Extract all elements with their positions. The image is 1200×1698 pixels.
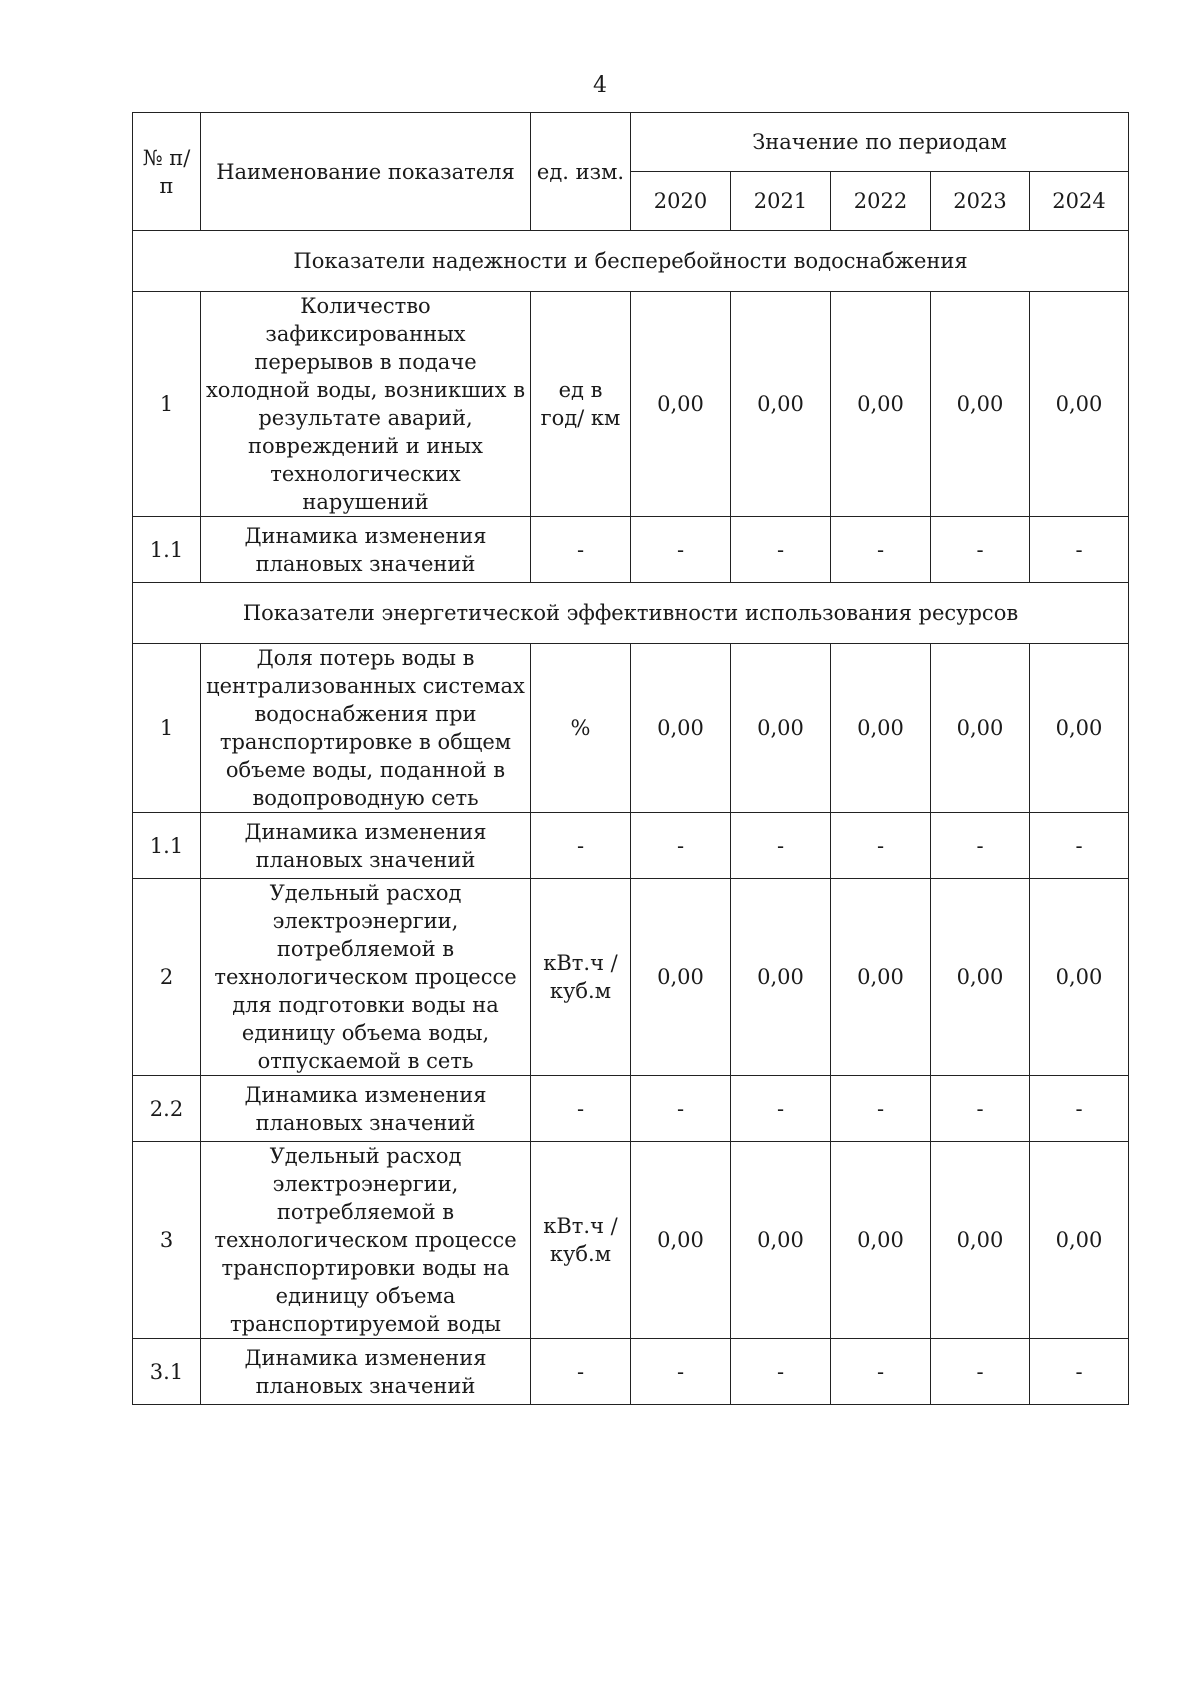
table-row: [133, 1076, 1129, 1142]
row-num: 1: [133, 644, 201, 813]
row-unit: %: [531, 644, 631, 813]
row-value: 0,00: [831, 292, 931, 517]
row-value: -: [831, 517, 931, 583]
row-value: -: [731, 517, 831, 583]
header-num: № п/п: [133, 113, 201, 231]
table-row: [133, 1339, 1129, 1405]
row-value: -: [731, 1076, 831, 1142]
row-unit: кВт.ч / куб.м: [531, 1142, 631, 1339]
row-value: 0,00: [1030, 879, 1129, 1076]
row-value: 0,00: [931, 644, 1030, 813]
table-row: [133, 292, 1129, 517]
row-value: -: [931, 1076, 1030, 1142]
row-value: -: [931, 1339, 1030, 1405]
row-unit: кВт.ч / куб.м: [531, 879, 631, 1076]
row-value: -: [831, 1076, 931, 1142]
header-unit: ед. изм.: [531, 113, 631, 231]
row-name: Удельный расход электроэнергии, потребляемой в технологическом процессе транспортировки воды на единицу объема транспортируемой воды: [201, 1142, 531, 1339]
row-unit: -: [531, 1339, 631, 1405]
table-row: [133, 1142, 1129, 1339]
row-value: 0,00: [631, 1142, 731, 1339]
header-name: Наименование показателя: [201, 113, 531, 231]
row-value: 0,00: [1030, 644, 1129, 813]
row-value: -: [631, 1339, 731, 1405]
row-num: 1.1: [133, 517, 201, 583]
row-name: Удельный расход электроэнергии, потребляемой в технологическом процессе для подготовки воды на единицу объема воды, отпускаемой в сеть: [201, 879, 531, 1076]
row-unit: -: [531, 517, 631, 583]
row-num: 2: [133, 879, 201, 1076]
row-name: Динамика изменения плановых значений: [201, 517, 531, 583]
row-value: 0,00: [631, 644, 731, 813]
header-year: 2021: [731, 172, 831, 231]
row-value: 0,00: [931, 879, 1030, 1076]
header-year: 2022: [831, 172, 931, 231]
row-num: 1: [133, 292, 201, 517]
row-unit: ед в год/ км: [531, 292, 631, 517]
row-value: -: [631, 813, 731, 879]
row-value: 0,00: [631, 879, 731, 1076]
row-value: 0,00: [731, 644, 831, 813]
indicators-table: [132, 112, 1129, 1405]
section-row: [133, 231, 1129, 292]
row-value: -: [831, 1339, 931, 1405]
row-value: -: [831, 813, 931, 879]
row-name: Количество зафиксированных перерывов в подаче холодной воды, возникших в результате аварий, повреждений и иных технологических нарушений: [201, 292, 531, 517]
row-num: 1.1: [133, 813, 201, 879]
row-value: 0,00: [931, 1142, 1030, 1339]
row-name: Динамика изменения плановых значений: [201, 1339, 531, 1405]
header-year: 2020: [631, 172, 731, 231]
row-num: 3.1: [133, 1339, 201, 1405]
row-value: 0,00: [831, 1142, 931, 1339]
row-unit: -: [531, 1076, 631, 1142]
row-name: Динамика изменения плановых значений: [201, 813, 531, 879]
row-value: -: [1030, 517, 1129, 583]
row-value: -: [1030, 813, 1129, 879]
row-value: 0,00: [831, 644, 931, 813]
row-unit: -: [531, 813, 631, 879]
row-value: 0,00: [931, 292, 1030, 517]
row-value: -: [931, 517, 1030, 583]
section-row: [133, 583, 1129, 644]
row-value: 0,00: [731, 1142, 831, 1339]
table-row: [133, 813, 1129, 879]
header-periods: Значение по периодам: [631, 113, 1129, 172]
table-row: [133, 644, 1129, 813]
section-title: Показатели энергетической эффективности использования ресурсов: [133, 583, 1129, 644]
row-name: Доля потерь воды в централизованных системах водоснабжения при транспортировке в общем объеме воды, поданной в водопроводную сеть: [201, 644, 531, 813]
row-value: -: [931, 813, 1030, 879]
section-title: Показатели надежности и бесперебойности водоснабжения: [133, 231, 1129, 292]
row-value: 0,00: [731, 292, 831, 517]
row-value: 0,00: [1030, 292, 1129, 517]
row-value: 0,00: [631, 292, 731, 517]
row-value: -: [731, 813, 831, 879]
row-value: -: [1030, 1076, 1129, 1142]
row-value: -: [731, 1339, 831, 1405]
row-num: 3: [133, 1142, 201, 1339]
row-value: 0,00: [831, 879, 931, 1076]
row-value: 0,00: [731, 879, 831, 1076]
row-name: Динамика изменения плановых значений: [201, 1076, 531, 1142]
row-value: -: [631, 517, 731, 583]
table-row: [133, 879, 1129, 1076]
table-row: [133, 517, 1129, 583]
page-number: 4: [593, 73, 607, 98]
row-value: -: [1030, 1339, 1129, 1405]
header-year: 2024: [1030, 172, 1129, 231]
row-value: -: [631, 1076, 731, 1142]
row-value: 0,00: [1030, 1142, 1129, 1339]
row-num: 2.2: [133, 1076, 201, 1142]
header-year: 2023: [931, 172, 1030, 231]
